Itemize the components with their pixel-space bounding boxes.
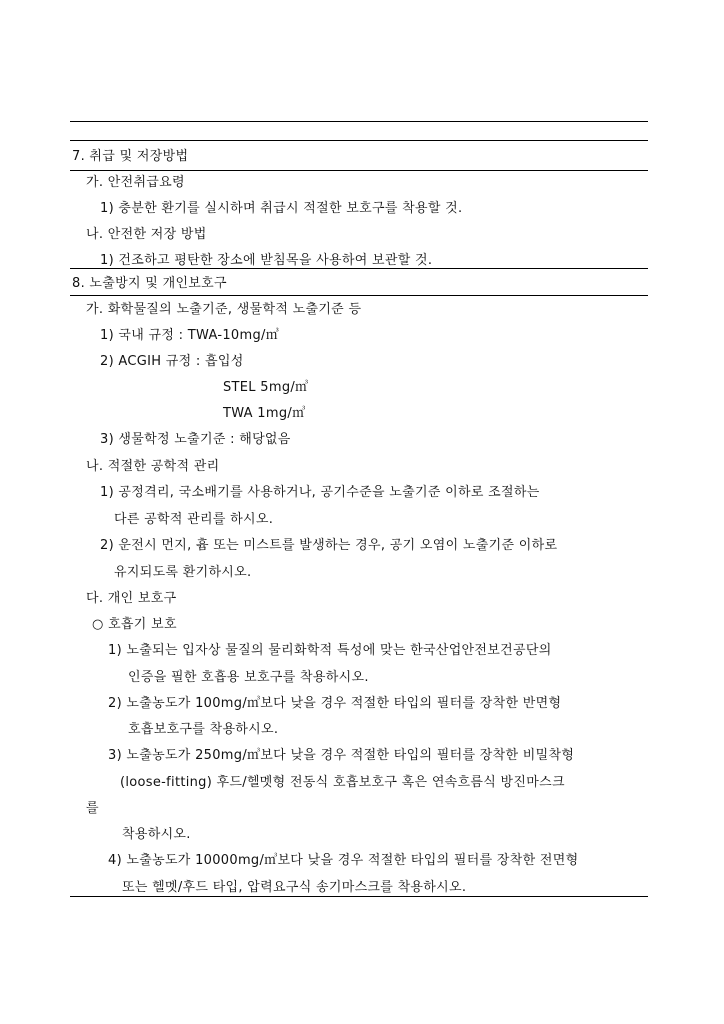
- resp-item4-line1: 4) 노출농도가 10000mg/㎥보다 낮을 경우 적절한 타입의 필터를 장착한 전면형: [108, 853, 579, 868]
- section7-a-heading: 가. 안전취급요령: [86, 175, 185, 190]
- section7-heading-rule: [70, 170, 648, 171]
- section8-a-item2-stel: STEL 5mg/㎥: [223, 380, 309, 395]
- resp-item3-line4: 착용하시오.: [122, 827, 191, 842]
- resp-item1-line2: 인증을 필한 호흡용 보호구를 착용하시오.: [128, 670, 369, 685]
- respiratory-protection-heading: ○ 호흡기 보호: [92, 617, 177, 632]
- section8-b-item2-line2: 유지되도록 환기하시오.: [114, 565, 252, 580]
- section8-b-item1-line2: 다른 공학적 관리를 하시오.: [114, 512, 274, 527]
- section8-a-item3: 3) 생물학정 노출기준 : 해당없음: [100, 432, 291, 447]
- resp-item2-line1: 2) 노출농도가 100mg/㎥보다 낮을 경우 적절한 타입의 필터를 장착한 반면형: [108, 696, 562, 711]
- section8-heading-rule: [70, 295, 648, 296]
- resp-item1-line1: 1) 노출되는 입자상 물질의 물리화학적 특성에 맞는 한국산업안전보건공단의: [108, 643, 552, 658]
- resp-item3-line1: 3) 노출농도가 250mg/㎥보다 낮을 경우 적절한 타입의 필터를 장착한 비밀착형: [108, 748, 575, 763]
- section8-a-item2: 2) ACGIH 규정 : 흡입성: [100, 354, 244, 369]
- top-rule: [70, 121, 648, 122]
- section8-title: 8. 노출방지 및 개인보호구: [72, 276, 227, 291]
- section7-a-item1: 1) 충분한 환기를 실시하며 취급시 적절한 보호구를 착용할 것.: [100, 201, 463, 216]
- section8-a-item1: 1) 국내 규정 : TWA-10mg/㎥: [100, 328, 280, 343]
- bottom-rule: [70, 896, 648, 897]
- section7-top-rule: [70, 140, 648, 141]
- section8-b-item2-line1: 2) 운전시 먼지, 흄 또는 미스트를 발생하는 경우, 공기 오염이 노출기준 이하로: [100, 538, 558, 553]
- section8-a-item2-twa: TWA 1mg/㎥: [223, 406, 306, 421]
- resp-item3-line2: (loose-fitting) 후드/헬멧형 전동식 호흡보호구 혹은 연속흐름식 방진마스크: [120, 775, 565, 790]
- resp-item2-line2: 호흡보호구를 착용하시오.: [128, 722, 279, 737]
- section8-a-heading: 가. 화학물질의 노출기준, 생물학적 노출기준 등: [86, 302, 362, 317]
- resp-item3-line3: 를: [86, 801, 99, 816]
- section7-b-item1: 1) 건조하고 평탄한 장소에 받침목을 사용하여 보관할 것.: [100, 253, 433, 268]
- section8-b-heading: 나. 적절한 공학적 관리: [86, 459, 220, 474]
- section8-c-heading: 다. 개인 보호구: [86, 591, 177, 606]
- section8-b-item1-line1: 1) 공정격리, 국소배기를 사용하거나, 공기수준을 노출기준 이하로 조절하는: [100, 485, 540, 500]
- section7-b-heading: 나. 안전한 저장 방법: [86, 227, 207, 242]
- resp-item4-line2: 또는 헬멧/후드 타입, 압력요구식 송기마스크를 착용하시오.: [122, 880, 467, 895]
- section7-title: 7. 취급 및 저장방법: [72, 149, 189, 164]
